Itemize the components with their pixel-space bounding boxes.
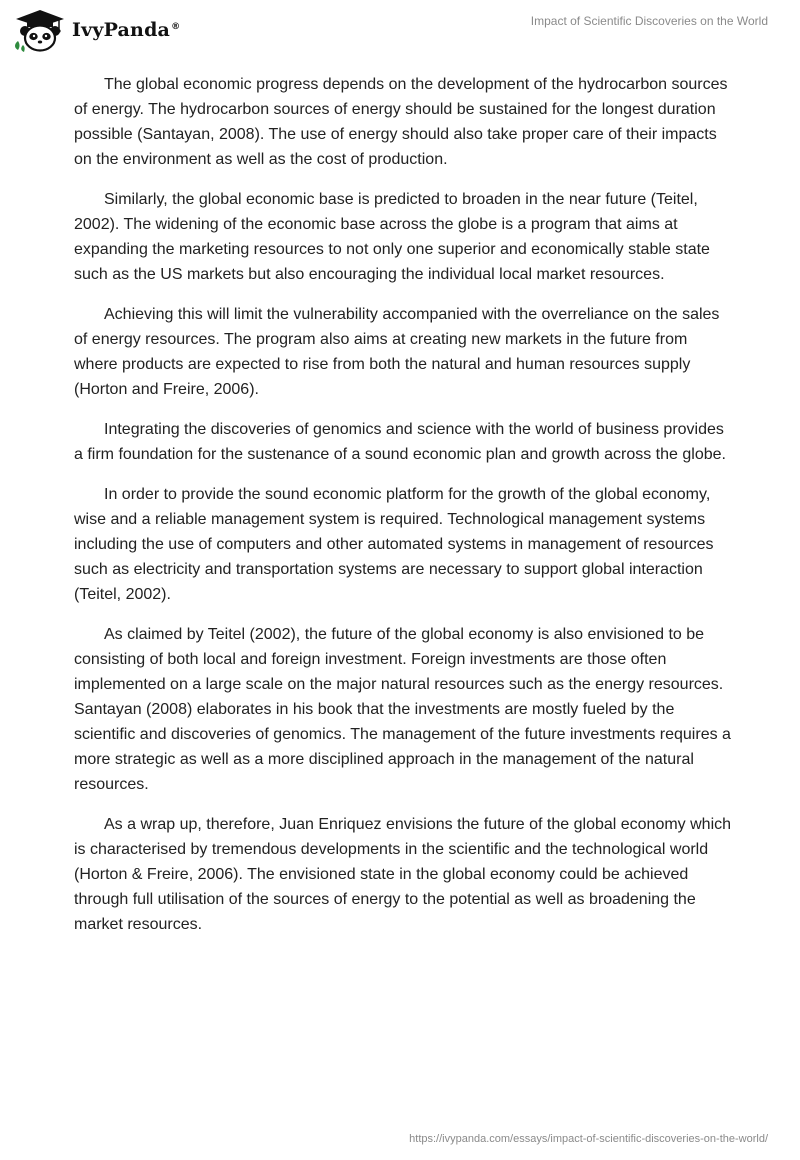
registered-mark: ® xyxy=(171,21,181,32)
source-url[interactable]: https://ivypanda.com/essays/impact-of-scientific-discoveries-on-the-world/ xyxy=(409,1133,768,1145)
paragraph-2: Similarly, the global economic base is predicted to broaden in the near future (Teitel, 2002). The widening of the economic base across the globe is a program that aims at expanding the marketing resources to not only one superior and economically stable state such as the US markets but also encouraging the individual local market resources. xyxy=(74,191,710,283)
paragraph-3: Achieving this will limit the vulnerability accompanied with the overreliance on the sales of energy resources. The program also aims at creating new markets in the future from where products are expected to rise from both the natural and human resources supply (Horton and Freire, 2006). xyxy=(74,306,720,398)
paragraph-6: As claimed by Teitel (2002), the future of the global economy is also envisioned to be consisting of both local and foreign investment. Foreign investments are those often implemented on a large scale on the major natural resources such as the energy resources. Santayan (2008) elaborates in his book that the investments are mostly fueled by the scientific and discoveries of genomics. The management of the future investments requires a more strategic as well as a more disciplined approach in the management of the natural resources. xyxy=(74,626,731,793)
paragraph-4: Integrating the discoveries of genomics and science with the world of business provides a firm foundation for the sustenance of a sound economic plan and growth across the globe. xyxy=(74,421,726,463)
document-title: Impact of Scientific Discoveries on the World xyxy=(530,14,768,28)
essay-body xyxy=(74,72,734,952)
logo-wordmark: IvyPanda® xyxy=(72,19,181,41)
page-header xyxy=(0,0,800,60)
ivypanda-logo[interactable] xyxy=(14,8,180,52)
panda-graduate-icon xyxy=(14,8,66,52)
paragraph-5: In order to provide the sound economic platform for the growth of the global economy, wise and a reliable management system is required. Technological management systems including the use of computers and other automated systems in management of resources such as electricity and transportation systems are necessary to support global interaction (Teitel, 2002). xyxy=(74,486,714,603)
paragraph-7: As a wrap up, therefore, Juan Enriquez envisions the future of the global economy which is characterised by tremendous developments in the scientific and the technological world (Horton & Freire, 2006). The envisioned state in the global economy could be achieved through full utilisation of the sources of energy to the potential as well as broadening the market resources. xyxy=(74,816,732,933)
paragraph-1: The global economic progress depends on the development of the hydrocarbon sources of energy. The hydrocarbon sources of energy should be sustained for the longest duration possible (Santayan, 2008). The use of energy should also take proper care of their impacts on the environment as well as the cost of production. xyxy=(74,76,728,168)
